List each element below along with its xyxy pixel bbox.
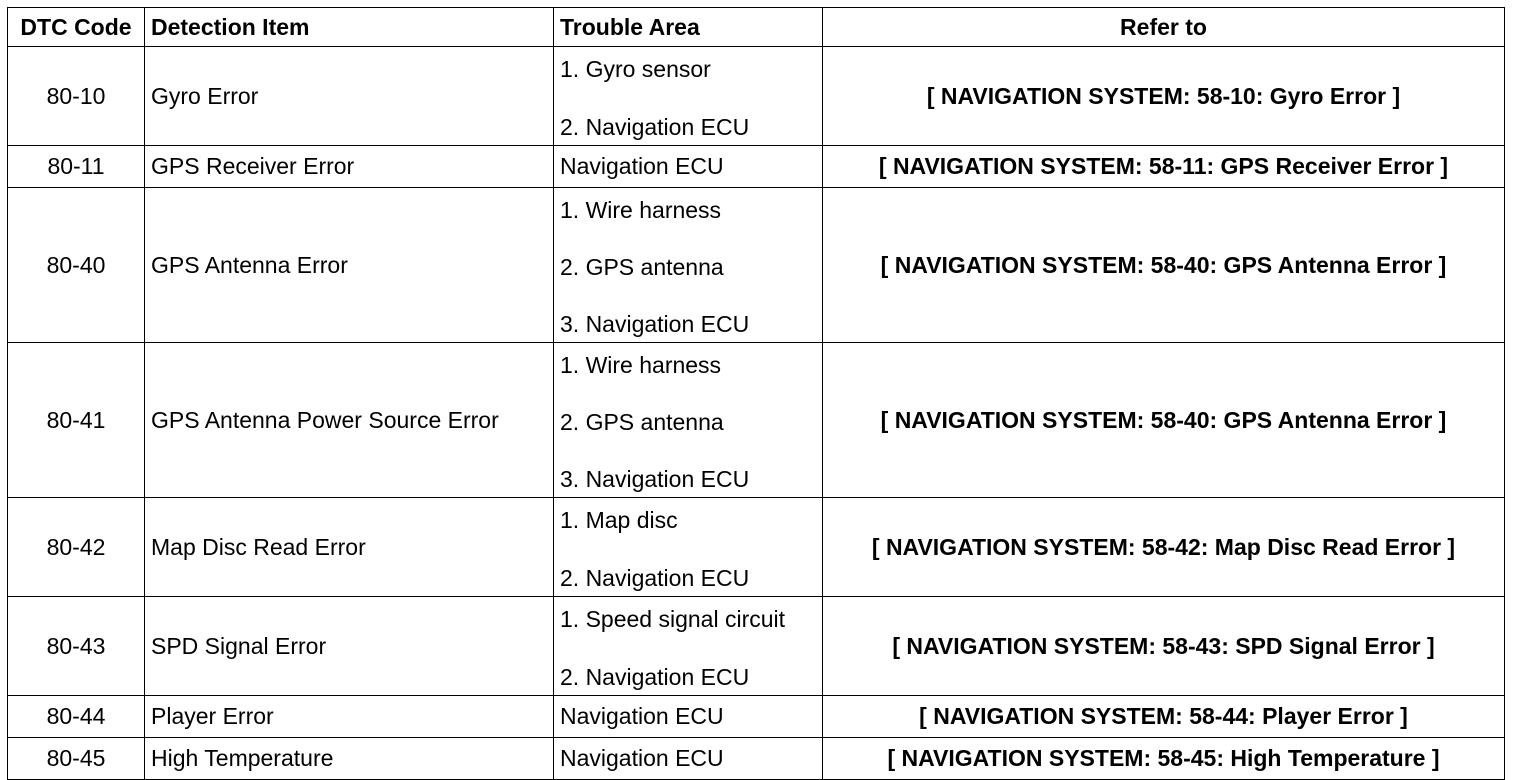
refer-to-link[interactable]: [ NAVIGATION SYSTEM: 58-44: Player Error ] — [823, 696, 1505, 738]
table-row — [8, 738, 1505, 780]
detection-item-cell: High Temperature — [145, 738, 554, 780]
column-header-refer-to: Refer to — [823, 8, 1505, 47]
trouble-area-cell — [554, 498, 823, 597]
detection-item-cell: Gyro Error — [145, 47, 554, 146]
trouble-area-cell — [554, 47, 823, 146]
trouble-area-item: 1. Speed signal circuit — [560, 606, 786, 632]
table-row — [8, 343, 1505, 498]
trouble-area-item: 2. Navigation ECU — [560, 664, 750, 690]
trouble-area-item: 2. Navigation ECU — [560, 565, 750, 591]
trouble-area-cell: Navigation ECU — [554, 146, 823, 188]
detection-item-cell: GPS Receiver Error — [145, 146, 554, 188]
table-row — [8, 47, 1505, 146]
refer-to-link[interactable]: [ NAVIGATION SYSTEM: 58-40: GPS Antenna Error ] — [823, 188, 1505, 343]
detection-item-cell: Map Disc Read Error — [145, 498, 554, 597]
trouble-area-item: 1. Wire harness — [560, 197, 722, 223]
table-header-row — [8, 8, 1505, 47]
trouble-area-cell — [554, 597, 823, 696]
table-row — [8, 498, 1505, 597]
trouble-area-item: 1. Gyro sensor — [560, 56, 711, 82]
dtc-code-cell: 80-41 — [8, 343, 145, 498]
dtc-code-cell: 80-10 — [8, 47, 145, 146]
trouble-area-item: 2. Navigation ECU — [560, 114, 750, 140]
table-row — [8, 597, 1505, 696]
column-header-dtc-code: DTC Code — [8, 8, 145, 47]
table-row — [8, 188, 1505, 343]
refer-to-link[interactable]: [ NAVIGATION SYSTEM: 58-10: Gyro Error ] — [823, 47, 1505, 146]
dtc-table — [7, 7, 1505, 780]
table-row — [8, 146, 1505, 188]
detection-item-cell: SPD Signal Error — [145, 597, 554, 696]
detection-item-cell: GPS Antenna Power Source Error — [145, 343, 554, 498]
trouble-area-cell — [554, 343, 823, 498]
refer-to-link[interactable]: [ NAVIGATION SYSTEM: 58-11: GPS Receiver Error ] — [823, 146, 1505, 188]
dtc-code-cell: 80-44 — [8, 696, 145, 738]
trouble-area-item: 2. GPS antenna — [560, 409, 724, 435]
dtc-code-cell: 80-11 — [8, 146, 145, 188]
column-header-trouble-area: Trouble Area — [554, 8, 823, 47]
dtc-code-cell: 80-43 — [8, 597, 145, 696]
trouble-area-item: 3. Navigation ECU — [560, 311, 750, 337]
refer-to-link[interactable]: [ NAVIGATION SYSTEM: 58-42: Map Disc Read Error ] — [823, 498, 1505, 597]
trouble-area-item: 2. GPS antenna — [560, 254, 724, 280]
detection-item-cell: Player Error — [145, 696, 554, 738]
dtc-code-cell: 80-45 — [8, 738, 145, 780]
column-header-detection-item: Detection Item — [145, 8, 554, 47]
dtc-code-cell: 80-42 — [8, 498, 145, 597]
dtc-code-cell: 80-40 — [8, 188, 145, 343]
trouble-area-cell — [554, 188, 823, 343]
table-row — [8, 696, 1505, 738]
refer-to-link[interactable]: [ NAVIGATION SYSTEM: 58-45: High Temperature ] — [823, 738, 1505, 780]
trouble-area-item: 3. Navigation ECU — [560, 466, 750, 492]
trouble-area-cell: Navigation ECU — [554, 738, 823, 780]
detection-item-cell: GPS Antenna Error — [145, 188, 554, 343]
refer-to-link[interactable]: [ NAVIGATION SYSTEM: 58-40: GPS Antenna Error ] — [823, 343, 1505, 498]
trouble-area-cell: Navigation ECU — [554, 696, 823, 738]
refer-to-link[interactable]: [ NAVIGATION SYSTEM: 58-43: SPD Signal Error ] — [823, 597, 1505, 696]
trouble-area-item: 1. Wire harness — [560, 352, 722, 378]
trouble-area-item: 1. Map disc — [560, 507, 678, 533]
